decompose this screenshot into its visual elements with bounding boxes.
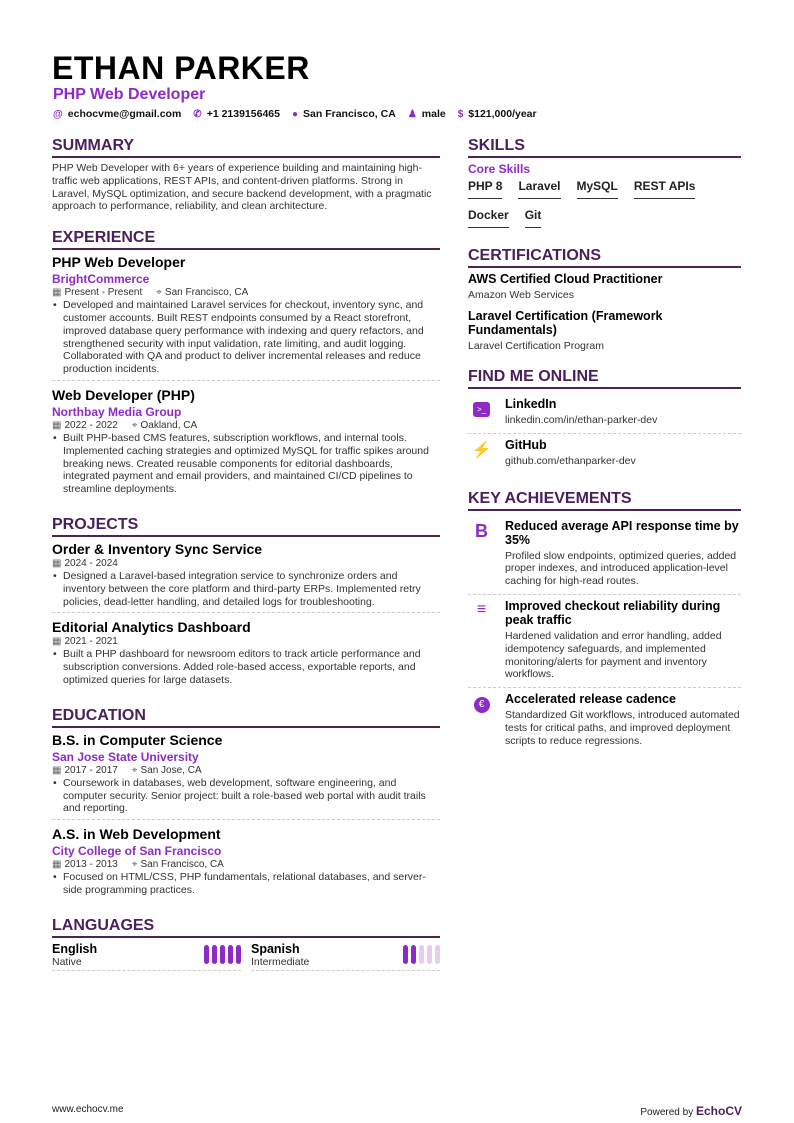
achievements-section: [468, 490, 741, 754]
section-heading: FIND ME ONLINE: [468, 368, 741, 389]
certification-item: [468, 309, 741, 352]
education-item: [52, 732, 440, 820]
skill-tag: Docker: [468, 208, 509, 228]
project-item: [52, 541, 440, 613]
site-name: LinkedIn: [505, 397, 557, 411]
company: BrightCommerce: [52, 272, 150, 287]
cert-name: Laravel Certification (Framework Fundamentals): [468, 309, 663, 337]
school: San Jose State University: [52, 749, 199, 764]
projects-section: [52, 516, 440, 691]
education-section: [52, 707, 440, 901]
achievement-title: Improved checkout reliability during peak traffic: [505, 598, 721, 627]
proficiency-bar: [236, 945, 241, 964]
dates: ▦ 2022 - 2022: [52, 419, 118, 431]
cert-name: AWS Certified Cloud Practitioner: [468, 272, 663, 286]
person-icon: ♟: [407, 109, 417, 120]
achievement-title: Accelerated release cadence: [505, 692, 676, 707]
online-section: [468, 368, 741, 474]
location: ⌖ San Jose, CA: [131, 764, 202, 776]
achievement-title: Reduced average API response time by 35%: [505, 518, 739, 547]
skill-tag: Git: [525, 208, 542, 228]
section-heading: SUMMARY: [52, 137, 440, 158]
left-column: [52, 137, 440, 987]
location: ⌖ Oakland, CA: [131, 419, 198, 431]
proficiency-bar: [435, 945, 440, 964]
dates: ▦ 2021 - 2021: [52, 636, 118, 648]
section-heading: EDUCATION: [52, 707, 440, 728]
proficiency-bar: [204, 945, 209, 964]
b-letter-icon: B: [475, 520, 488, 541]
section-heading: KEY ACHIEVEMENTS: [468, 490, 741, 511]
location-pin-icon: ⌖: [131, 859, 138, 871]
euro-icon: €: [468, 692, 495, 747]
location-pin-icon: ⌖: [131, 764, 138, 776]
at-icon: @: [53, 109, 63, 120]
achievement-item: [468, 595, 741, 688]
skill-tag: MySQL: [577, 179, 618, 199]
language-item: [52, 942, 241, 971]
location: ⌖ San Francisco, CA: [156, 287, 249, 299]
description: • Built PHP-based CMS features, subscription workflows, and internal tools. Implemented caching strategies and optimized MySQL for traffic spikes around breaking news. Created reusable components for editorial dashboards, integrated payment and email providers, and maintained CI/CD pipelines to streamline deployments.: [52, 432, 440, 496]
right-column: [468, 137, 741, 770]
section-heading: SKILLS: [468, 137, 741, 158]
contact-bar: [53, 108, 537, 120]
experience-item: [52, 387, 440, 500]
location: ⌖ San Francisco, CA: [131, 859, 224, 871]
location-pin-icon: ⌖: [131, 419, 138, 431]
school: City College of San Francisco: [52, 844, 222, 859]
description: • Focused on HTML/CSS, PHP fundamentals, relational databases, and server-side programming practices.: [52, 871, 440, 897]
proficiency-bars: [204, 942, 241, 968]
contact-location: ● San Francisco, CA: [291, 108, 396, 120]
bolt-icon: ⚡: [471, 441, 492, 459]
degree: B.S. in Computer Science: [52, 731, 223, 748]
language-level: Native: [52, 955, 82, 968]
role: Web Developer (PHP): [52, 386, 195, 403]
calendar-icon: ▦: [52, 859, 62, 871]
section-heading: LANGUAGES: [52, 917, 440, 938]
phone-icon: ✆: [193, 109, 202, 120]
site-url[interactable]: linkedin.com/in/ethan-parker-dev: [505, 414, 658, 426]
terminal-icon: >_: [468, 397, 495, 427]
role: PHP Web Developer: [52, 254, 186, 271]
certification-item: [468, 272, 741, 301]
skill-tag: PHP 8: [468, 179, 502, 199]
achievement-item: [468, 688, 741, 753]
language-level: Intermediate: [251, 955, 310, 968]
contact-email[interactable]: @ echocvme@gmail.com: [53, 108, 182, 120]
summary-section: [52, 137, 440, 213]
dates: ▦ 2013 - 2013: [52, 859, 118, 871]
calendar-icon: ▦: [52, 557, 62, 569]
project-name: Order & Inventory Sync Service: [52, 540, 263, 557]
calendar-icon: ▦: [52, 764, 62, 776]
location-pin-icon: ⌖: [156, 287, 162, 299]
candidate-name: ETHAN PARKER: [52, 50, 310, 86]
brand-logo[interactable]: EchoCV: [695, 1104, 742, 1118]
languages-section: [52, 917, 440, 971]
skills-group: Core Skills: [468, 162, 531, 176]
contact-gender: ♟ male: [407, 108, 446, 120]
online-item[interactable]: [468, 434, 741, 474]
project-name: Editorial Analytics Dashboard: [52, 619, 251, 636]
achievement-item: [468, 515, 741, 595]
language-name: English: [52, 941, 98, 956]
proficiency-bar: [220, 945, 225, 964]
language-item: [251, 942, 440, 971]
proficiency-bar: [427, 945, 432, 964]
achievement-text: Hardened validation and error handling, added idempotency safeguards, and implemented monitoring/alerts for payment and inventory workflows.: [505, 629, 722, 681]
contact-phone: ✆ +1 2139156465: [193, 108, 280, 120]
job-title: PHP Web Developer: [53, 86, 206, 103]
achievement-text: Profiled slow endpoints, optimized queries, added proper indexes, and introduced application-level caching for high-read routes.: [505, 549, 737, 588]
cert-issuer: Amazon Web Services: [468, 289, 575, 301]
experience-item: [52, 254, 440, 381]
contact-salary: $ $121,000/year: [457, 108, 537, 120]
section-heading: EXPERIENCE: [52, 229, 440, 250]
achievement-text: Standardized Git workflows, introduced automated tests for critical paths, and improved deployment scripts to reduce regressions.: [505, 709, 740, 747]
site-url[interactable]: github.com/ethanparker-dev: [505, 454, 636, 467]
description: • Developed and maintained Laravel services for checkout, inventory sync, and customer accounts. Built REST endpoints consumed by a React storefront, improved database query performance with indexing and query refactors, and strengthened security with input validation, rate limiting, and audit logging. Collaborated with QA and product to deliver incremental releases and reduce production incidents.: [52, 299, 440, 376]
education-item: [52, 826, 440, 901]
calendar-icon: ▦: [52, 636, 62, 648]
section-heading: CERTIFICATIONS: [468, 247, 741, 268]
skills-section: [468, 137, 741, 231]
site-name: GitHub: [505, 437, 547, 452]
certifications-section: [468, 247, 741, 352]
online-item[interactable]: [468, 393, 741, 434]
footer-powered: Powered by EchoCV: [640, 1104, 742, 1118]
dates: ▦ 2024 - 2024: [52, 557, 118, 569]
experience-section: [52, 229, 440, 500]
company: Northbay Media Group: [52, 404, 182, 419]
proficiency-bar: [419, 945, 424, 964]
skill-tag: REST APIs: [634, 179, 696, 199]
dates: ▦ 2017 - 2017: [52, 764, 118, 776]
cert-issuer: Laravel Certification Program: [468, 340, 604, 352]
description: • Designed a Laravel-based integration service to synchronize orders and inventory between the core platform and third-party ERPs. Implemented retry policies, dead-letter handling, and detailed logs for troubleshooting.: [52, 570, 440, 608]
description: • Built a PHP dashboard for newsroom editors to track article performance and subscription conversions. Added role-based access, exportable reports, and optimized queries for large datasets.: [52, 648, 440, 686]
lines-icon: ≡: [476, 600, 487, 618]
location-pin-icon: ●: [291, 109, 299, 120]
description: • Coursework in databases, web development, software engineering, and computer security. Senior project: built a role-based web portal with audit trails and reporting.: [52, 777, 440, 815]
calendar-icon: ▦: [52, 287, 62, 299]
proficiency-bar: [212, 945, 217, 964]
dates: ▦ Present - Present: [52, 287, 143, 299]
proficiency-bars: [403, 942, 440, 968]
summary-text: PHP Web Developer with 6+ years of experience building and maintaining high-traffic web applications, REST APIs, and content-driven platforms. Strong in Laravel, MySQL optimization, and secure backend development, with a pragmatic approach to performance, reliability, and clean architecture.: [52, 162, 432, 213]
dollar-coin-icon: $: [457, 109, 464, 120]
proficiency-bar: [411, 945, 416, 964]
section-heading: PROJECTS: [52, 516, 440, 537]
degree: A.S. in Web Development: [52, 826, 221, 843]
proficiency-bar: [228, 945, 233, 964]
calendar-icon: ▦: [52, 419, 62, 431]
skill-tag: Laravel: [518, 179, 560, 199]
proficiency-bar: [403, 945, 408, 964]
footer-website[interactable]: www.echocv.me: [52, 1104, 124, 1115]
project-item: [52, 619, 440, 690]
language-name: Spanish: [251, 941, 300, 956]
